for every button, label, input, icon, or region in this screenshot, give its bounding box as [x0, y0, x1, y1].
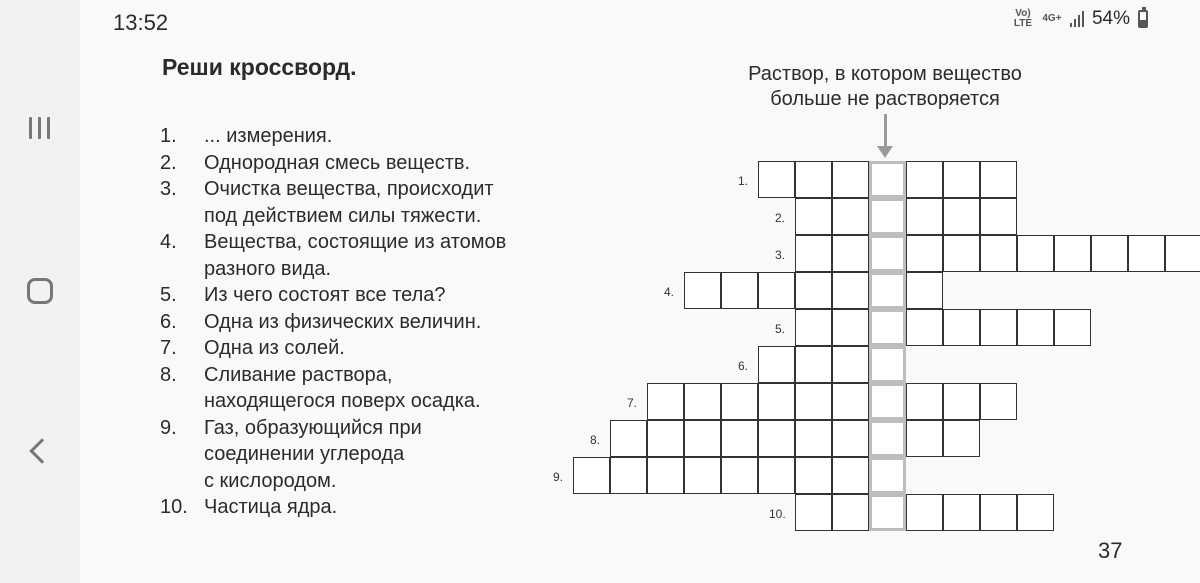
crossword-cell[interactable]	[647, 383, 684, 420]
crossword-cell[interactable]	[1165, 235, 1200, 272]
crossword-cell[interactable]	[795, 420, 832, 457]
clue-number: 6.	[160, 310, 177, 333]
clue-text: Однородная смесь веществ.	[204, 151, 471, 174]
crossword-key-cell[interactable]	[869, 309, 906, 346]
status-clock: 13:52	[113, 10, 169, 35]
crossword-cell[interactable]	[943, 161, 980, 198]
battery-percent: 54%	[1091, 8, 1130, 29]
clue-text: разного вида.	[204, 257, 332, 280]
crossword-cell[interactable]	[980, 383, 1017, 420]
clue-text: с кислородом.	[204, 469, 337, 492]
crossword-cell[interactable]	[943, 383, 980, 420]
crossword-row-number: 5.	[775, 322, 786, 336]
network-type-indicator: 4G+	[1042, 13, 1062, 24]
crossword-cell[interactable]	[795, 457, 832, 494]
clue-text: Очистка вещества, происходит	[204, 178, 494, 200]
crossword-row-number: 6.	[738, 359, 749, 373]
task-heading: Реши кроссворд.	[162, 54, 357, 80]
clue-number: 2.	[160, 151, 177, 174]
crossword-cell[interactable]	[1017, 235, 1054, 272]
crossword-key-cell[interactable]	[869, 457, 906, 494]
crossword-cell[interactable]	[943, 420, 980, 457]
crossword-cell[interactable]	[795, 383, 832, 420]
crossword-cell[interactable]	[1128, 235, 1165, 272]
crossword-cell[interactable]	[980, 309, 1017, 346]
crossword-key-cell[interactable]	[869, 346, 906, 383]
crossword-cell[interactable]	[906, 494, 943, 531]
crossword-cell[interactable]	[647, 420, 684, 457]
clue-text: ... измерения.	[204, 125, 333, 147]
crossword-cell[interactable]	[906, 309, 943, 346]
clue-number: 8.	[160, 363, 177, 386]
crossword-cell[interactable]	[980, 235, 1017, 272]
crossword-row-number: 7.	[627, 396, 638, 410]
crossword-cell[interactable]	[684, 420, 721, 457]
crossword-cell[interactable]	[1017, 494, 1054, 531]
clue-text: под действием силы тяжести.	[204, 204, 482, 227]
clue-text: Из чего состоят все тела?	[204, 284, 446, 306]
clue-number: 9.	[160, 416, 177, 439]
crossword-cell[interactable]	[832, 494, 869, 531]
crossword-cell[interactable]	[906, 198, 943, 235]
crossword-cell[interactable]	[980, 161, 1017, 198]
crossword-cell[interactable]	[758, 420, 795, 457]
crossword-cell[interactable]	[647, 457, 684, 494]
crossword-cell[interactable]	[832, 346, 869, 383]
crossword-key-cell[interactable]	[869, 235, 906, 272]
clue-text: Одна из солей.	[204, 337, 345, 359]
crossword-cell[interactable]	[832, 420, 869, 457]
clue-text: Сливание раствора,	[204, 363, 393, 386]
crossword-key-cell[interactable]	[869, 420, 906, 457]
crossword-cell[interactable]	[1054, 309, 1091, 346]
crossword-cell[interactable]	[721, 457, 758, 494]
crossword-row-number: 8.	[590, 433, 601, 447]
crossword-row-number: 3.	[775, 248, 786, 262]
crossword-cell[interactable]	[795, 272, 832, 309]
crossword-cell[interactable]	[684, 383, 721, 420]
crossword-cell[interactable]	[758, 161, 795, 198]
crossword-key-cell[interactable]	[869, 272, 906, 309]
crossword-cell[interactable]	[906, 420, 943, 457]
crossword-cell[interactable]	[721, 272, 758, 309]
crossword-row-number: 4.	[664, 285, 675, 299]
clue-text: Вещества, состоящие из атомов	[204, 231, 507, 253]
crossword-cell[interactable]	[684, 272, 721, 309]
crossword-cell[interactable]	[980, 494, 1017, 531]
crossword-row-number: 2.	[775, 211, 786, 225]
crossword-cell[interactable]	[832, 198, 869, 235]
crossword-cell[interactable]	[832, 272, 869, 309]
crossword-cell[interactable]	[610, 420, 647, 457]
crossword-cell[interactable]	[943, 198, 980, 235]
hint-line: больше не растворяется	[770, 88, 1000, 110]
crossword-row-number: 1.	[738, 174, 749, 188]
crossword-cell[interactable]	[758, 457, 795, 494]
crossword-cell[interactable]	[721, 420, 758, 457]
volte-indicator: Vo) LTE	[1013, 8, 1033, 29]
clue-text: Частица ядра.	[204, 496, 338, 518]
crossword-cell[interactable]	[832, 161, 869, 198]
clue-number: 5.	[160, 284, 177, 306]
crossword-cell[interactable]	[832, 309, 869, 346]
crossword-cell[interactable]	[1091, 235, 1128, 272]
crossword-cell[interactable]	[573, 457, 610, 494]
clue-text: Газ, образующийся при	[204, 416, 422, 439]
crossword-key-cell[interactable]	[869, 383, 906, 420]
clue-number: 10.	[160, 496, 188, 518]
crossword-row-number: 10.	[769, 507, 786, 521]
crossword-cell[interactable]	[795, 346, 832, 383]
clue-number: 1.	[160, 125, 177, 147]
crossword-cell[interactable]	[943, 235, 980, 272]
clue-number: 3.	[160, 178, 177, 200]
crossword-cell[interactable]	[610, 457, 647, 494]
crossword-cell[interactable]	[684, 457, 721, 494]
crossword-cell[interactable]	[795, 198, 832, 235]
crossword-cell[interactable]	[832, 383, 869, 420]
crossword-cell[interactable]	[943, 494, 980, 531]
page-number: 37	[1098, 538, 1123, 563]
crossword-key-cell[interactable]	[869, 494, 906, 531]
crossword-cell[interactable]	[795, 235, 832, 272]
crossword-cell[interactable]	[906, 272, 943, 309]
crossword-key-cell[interactable]	[869, 161, 906, 198]
crossword-cell[interactable]	[906, 383, 943, 420]
clue-number: 4.	[160, 231, 177, 253]
crossword-cell[interactable]	[795, 309, 832, 346]
crossword-cell[interactable]	[906, 235, 943, 272]
crossword-cell[interactable]	[943, 309, 980, 346]
crossword-row-number: 9.	[553, 470, 564, 484]
crossword-cell[interactable]	[795, 494, 832, 531]
crossword-cell[interactable]	[758, 383, 795, 420]
clue-text: соединении углерода	[204, 443, 405, 465]
crossword-key-cell[interactable]	[869, 198, 906, 235]
crossword-cell[interactable]	[1054, 235, 1091, 272]
crossword-cell[interactable]	[795, 161, 832, 198]
crossword-cell[interactable]	[721, 383, 758, 420]
crossword-cell[interactable]	[1017, 309, 1054, 346]
crossword-cell[interactable]	[832, 457, 869, 494]
crossword-cell[interactable]	[980, 198, 1017, 235]
crossword-cell[interactable]	[832, 235, 869, 272]
clue-number: 7.	[160, 337, 177, 359]
crossword-cell[interactable]	[758, 346, 795, 383]
crossword-cell[interactable]	[906, 161, 943, 198]
clue-text: Одна из физических величин.	[204, 310, 482, 333]
crossword-cell[interactable]	[758, 272, 795, 309]
hint-line: Раствор, в котором вещество	[748, 63, 1022, 85]
clue-text: находящегося поверх осадка.	[204, 390, 481, 412]
